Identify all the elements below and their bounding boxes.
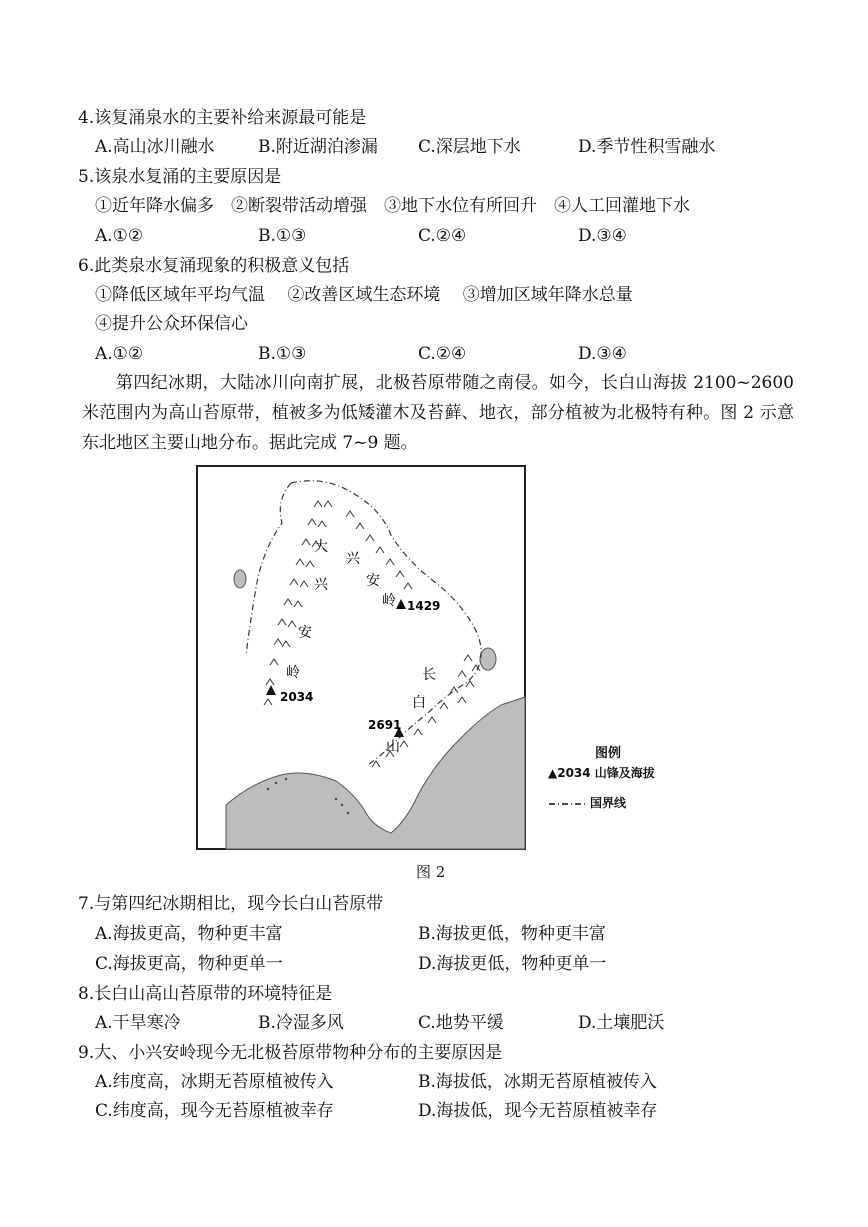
legend-peak-row: ▲2034 山锋及海拔 xyxy=(548,766,655,780)
q5-option-a: A.①② xyxy=(95,226,144,246)
label-da-xing-an-xing: 兴 xyxy=(314,577,328,593)
northeast-china-mountain-map xyxy=(196,465,526,850)
peak-label-2691: 2691 xyxy=(368,718,402,732)
label-da-xing-an-da: 大 xyxy=(314,539,328,555)
legend-border-row xyxy=(548,794,626,811)
label-xiao-xing-an-an: 安 xyxy=(366,573,380,589)
q5-option-b: B.①③ xyxy=(258,226,307,246)
q8-option-c: C.地势平缓 xyxy=(418,1013,504,1033)
q6-items-line2: ④提升公众环保信心 xyxy=(95,314,248,334)
q6-option-d: D.③④ xyxy=(578,344,627,364)
label-chang-bai-bai: 白 xyxy=(412,695,426,711)
q5-option-c: C.②④ xyxy=(418,226,467,246)
label-da-xing-an-ling: 岭 xyxy=(286,665,300,681)
border-line-symbol xyxy=(548,799,590,809)
q5-option-d: D.③④ xyxy=(578,226,627,246)
q4-option-d: D.季节性积雪融水 xyxy=(578,137,716,157)
q5-items: ①近年降水偏多 ②断裂带活动增强 ③地下水位有所回升 ④人工回灌地下水 xyxy=(95,196,690,216)
q9-option-c: C.纬度高，现今无苔原植被幸存 xyxy=(95,1101,334,1121)
island xyxy=(234,570,246,588)
q6-stem: 6.此类泉水复涌现象的积极意义包括 xyxy=(78,256,350,276)
q6-option-a: A.①② xyxy=(95,344,144,364)
q5-stem: 5.该泉水复涌的主要原因是 xyxy=(78,167,282,187)
q4-stem: 4.该复涌泉水的主要补给来源最可能是 xyxy=(78,108,367,128)
q8-option-d: D.土壤肥沃 xyxy=(578,1013,665,1033)
q9-option-d: D.海拔低，现今无苔原植被幸存 xyxy=(418,1101,658,1121)
q9-option-a: A.纬度高，冰期无苔原植被传入 xyxy=(95,1072,334,1092)
label-chang-bai-shan: 山 xyxy=(386,739,400,755)
legend-border-label: 国界线 xyxy=(590,796,627,810)
q7-option-b: B.海拔更低，物种更丰富 xyxy=(418,924,606,944)
q4-option-c: C.深层地下水 xyxy=(418,137,521,157)
q8-option-a: A.干旱寒冷 xyxy=(95,1013,181,1033)
q4-option-b: B.附近湖泊渗漏 xyxy=(258,137,378,157)
label-xiao-xing-an-xing: 兴 xyxy=(346,551,360,567)
q7-option-a: A.海拔更高，物种更丰富 xyxy=(95,924,283,944)
q4-option-a: A.高山冰川融水 xyxy=(95,137,215,157)
q9-stem: 9.大、小兴安岭现今无北极苔原带物种分布的主要原因是 xyxy=(78,1043,503,1063)
label-chang-bai-chang: 长 xyxy=(422,667,436,683)
q7-option-d: D.海拔更低，物种更单一 xyxy=(418,954,607,974)
peak-label-1429: 1429 xyxy=(407,599,441,613)
peak-label-2034: 2034 xyxy=(280,690,314,704)
q8-stem: 8.长白山高山苔原带的环境特征是 xyxy=(78,984,333,1004)
q6-option-c: C.②④ xyxy=(418,344,467,364)
label-da-xing-an-an: 安 xyxy=(298,625,312,641)
legend-title: 图例 xyxy=(595,746,622,761)
q6-items-line1: ①降低区域年平均气温 ②改善区域生态环境 ③增加区域年降水总量 xyxy=(95,285,633,305)
q8-option-b: B.冷湿多风 xyxy=(258,1013,344,1033)
figure-caption: 图 2 xyxy=(416,863,446,881)
q9-option-b: B.海拔低，冰期无苔原植被传入 xyxy=(418,1072,657,1092)
q6-option-b: B.①③ xyxy=(258,344,307,364)
label-xiao-xing-an-ling: 岭 xyxy=(382,593,396,609)
q7-stem: 7.与第四纪冰期相比，现今长白山苔原带 xyxy=(78,894,384,914)
q7-option-c: C.海拔更高，物种更单一 xyxy=(95,954,283,974)
passage-paragraph: 第四纪冰期，大陆冰川向南扩展，北极苔原带随之南侵。如今，长白山海拔 2100~2600米范围内为高山苔原带，植被多为低矮灌木及苔藓、地衣，部分植被为北极特有种。图 2 示意东北地区主要山地分布。据此完成 7~9 题。 xyxy=(82,373,794,453)
island xyxy=(480,648,496,670)
